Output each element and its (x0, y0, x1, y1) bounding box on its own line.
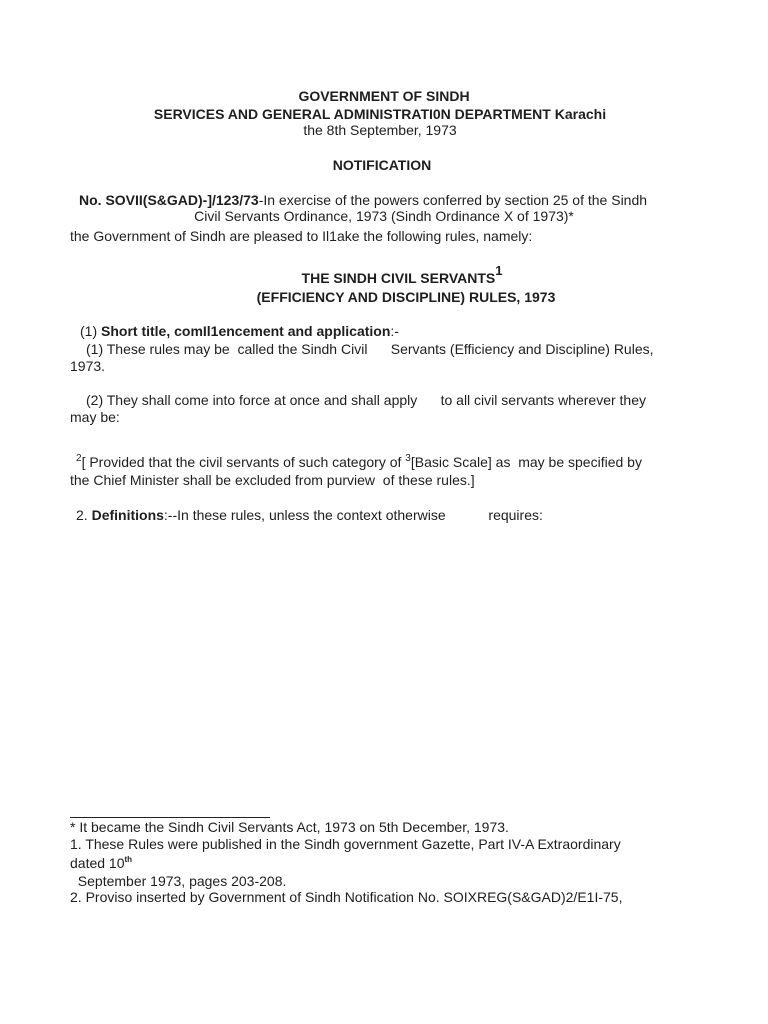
rules-title-line-1: THE SINDH CIVIL SERVANTS$^1$ (301, 263, 503, 286)
footnote-1: 1. These Rules were published in the Sindh government Gazette, Part IV-A Extraordinary (70, 836, 621, 852)
rule-1-para-2: (2) They shall come into force at once and shall apply to all civil servants wherever they (86, 392, 647, 408)
rule-1-para-1-cont: 1973. (70, 358, 106, 374)
preamble-line-2: Civil Servants Ordinance, 1973 (Sindh Ordinance X of 1973)* (194, 208, 574, 224)
rule-2-definitions: 2. Definitions:--In these rules, unless the context otherwise requires: (76, 507, 543, 523)
footnote-separator (70, 817, 270, 818)
preamble-line-1: No. SOVII(S&GAD)-]/123/73-In exercise of the powers conferred by section 25 of the Sindh (79, 192, 648, 208)
rule-1-heading: (1) Short title, comIl1encement and application:- (80, 323, 399, 339)
date-line: the 8th September, 1973 (303, 122, 457, 138)
preamble-line-3: the Government of Sindh are pleased to Il1ake the following rules, namely: (70, 228, 533, 244)
notification-heading: NOTIFICATION (332, 157, 432, 173)
rule-1-para-1: (1) These rules may be called the Sindh Civil Servants (Efficiency and Discipline) Rules, (86, 341, 654, 357)
rules-title-line-2: (EFFICIENCY AND DISCIPLINE) RULES, 1973 (256, 289, 556, 305)
footnote-2: 2. Proviso inserted by Government of Sindh Notification No. SOIXREG(S&GAD)2/E1I-75, (70, 889, 623, 905)
proviso-line-2: the Chief Minister shall be excluded from purview of these rules.] (70, 472, 475, 488)
footnote-star: * It became the Sindh Civil Servants Act, 1973 on 5th December, 1973. (70, 819, 509, 835)
department-heading: SERVICES AND GENERAL ADMINISTRATI0N DEPARTMENT Karachi (153, 106, 607, 122)
rule-1-para-2-cont: may be: (70, 409, 120, 425)
footnote-1-cont: dated 10th (70, 855, 133, 871)
footnote-1-cont-2: September 1973, pages 203-208. (70, 873, 287, 889)
proviso-line-1: $^2$[ Provided that the civil servants of such category of $^3$[Basic Scale] as may be specified by (76, 453, 642, 470)
government-heading: GOVERNMENT OF SINDH (298, 88, 470, 104)
